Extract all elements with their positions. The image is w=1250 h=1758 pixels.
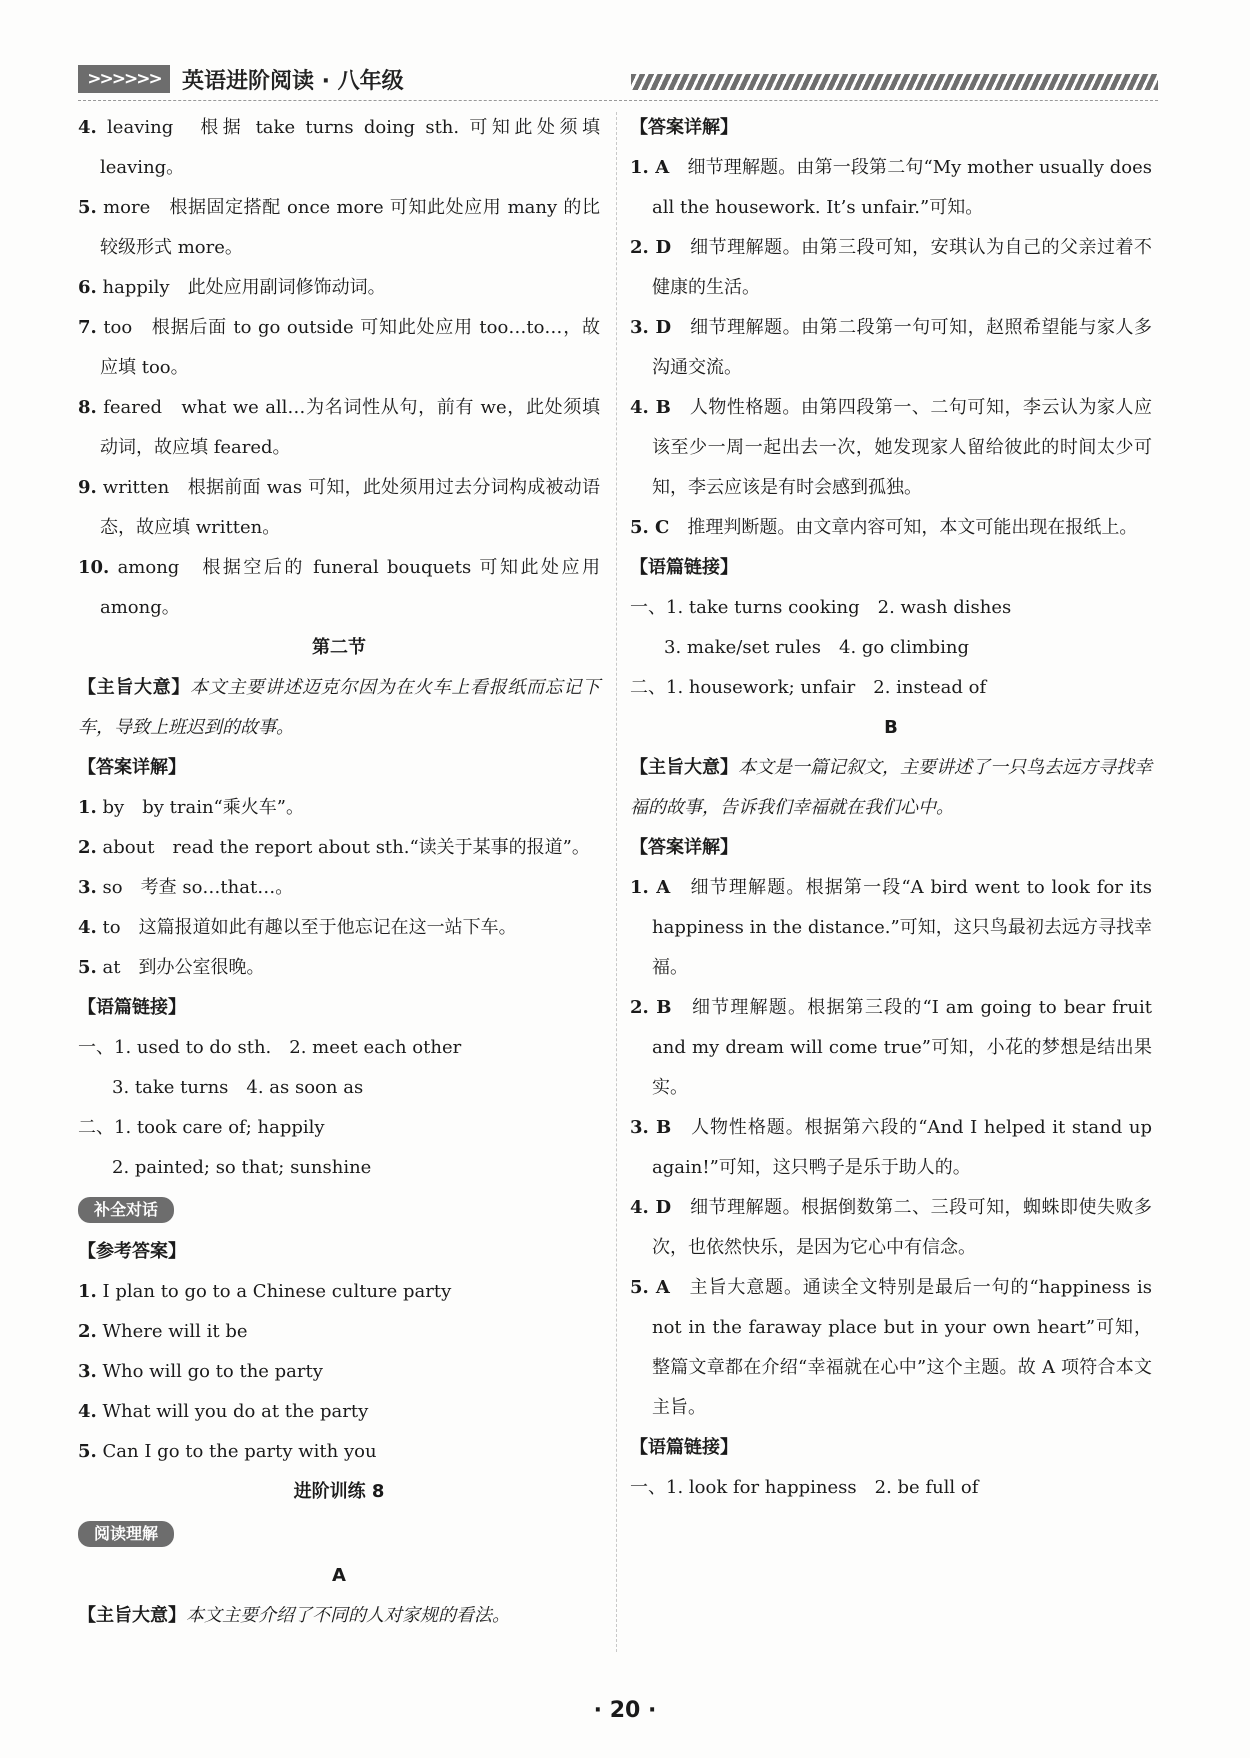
answers-label: 【答案详解】 <box>630 837 738 858</box>
chevron-arrows-icon: >>>>>> <box>78 65 170 93</box>
link-line: 3. make/set rules 4. go climbing <box>664 637 970 658</box>
reference-item: 2. Where will it be <box>78 1321 248 1342</box>
answer-item: 10. among 根据空后的 funeral bouquets 可知此处应用 among。 <box>78 557 600 618</box>
answer-item: 4. to 这篇报道如此有趣以至于他忘记在这一站下车。 <box>78 917 517 938</box>
gist-paragraph: 【主旨大意】本文是一篇记叙文，主要讲述了一只鸟去远方寻找幸福的故事，告诉我们幸福就在我们心中。 <box>630 757 1152 818</box>
link-line: 3. take turns 4. as soon as <box>112 1077 364 1098</box>
part-b-heading: B <box>884 717 898 738</box>
link-line: 一、1. look for happiness 2. be full of <box>630 1477 979 1498</box>
reading-badge: 阅读理解 <box>78 1521 174 1547</box>
answers-label: 【答案详解】 <box>630 117 738 138</box>
answer-item: 5. more 根据固定搭配 once more 可知此处应用 many 的比较级形式 more。 <box>78 197 600 258</box>
link-label: 【语篇链接】 <box>78 997 186 1018</box>
answer-item: 1. A 细节理解题。由第一段第二句“My mother usually does all the housework. It’s unfair.”可知。 <box>630 157 1153 218</box>
header-stripe <box>631 74 1158 90</box>
answer-item: 2. about read the report about sth.“读关于某事的报道”。 <box>78 837 590 858</box>
answer-item: 4. leaving 根据 take turns doing sth. 可知此处须填 leaving。 <box>78 117 600 178</box>
reference-item: 5. Can I go to the party with you <box>78 1441 377 1462</box>
link-label: 【语篇链接】 <box>630 1437 738 1458</box>
left-column <box>78 108 600 1636</box>
part-a-heading: A <box>332 1565 346 1586</box>
answer-item: 9. written 根据前面 was 可知，此处须用过去分词构成被动语态，故应填 written。 <box>78 477 600 538</box>
reference-item: 3. Who will go to the party <box>78 1361 323 1382</box>
right-column <box>630 108 1152 1508</box>
link-line: 2. painted; so that; sunshine <box>112 1157 372 1178</box>
column-divider <box>616 112 617 1652</box>
answer-item: 2. B 细节理解题。根据第三段的“I am going to bear fruit and my dream will come true”可知，小花的梦想是结出果实。 <box>630 997 1152 1098</box>
answers-label: 【答案详解】 <box>78 757 186 778</box>
book-title: 英语进阶阅读 · 八年级 <box>182 69 404 94</box>
page-header <box>78 62 1158 98</box>
answer-item: 8. feared what we all…为名词性从句，前有 we，此处须填动词，故应填 feared。 <box>78 397 600 458</box>
reference-item: 4. What will you do at the party <box>78 1401 369 1422</box>
answer-item: 3. B 人物性格题。根据第六段的“And I helped it stand up again!”可知，这只鸭子是乐于助人的。 <box>630 1117 1152 1178</box>
answer-item: 4. B 人物性格题。由第四段第一、二句可知，李云认为家人应该至少一周一起出去一次，她发现家人留给彼此的时间太少可知，李云应该是有时会感到孤独。 <box>630 397 1153 498</box>
answer-item: 7. too 根据后面 to go outside 可知此处应用 too…to…，故应填 too。 <box>78 317 600 378</box>
answer-item: 5. at 到办公室很晚。 <box>78 957 265 978</box>
answer-item: 1. A 细节理解题。根据第一段“A bird went to look for its happiness in the distance.”可知，这只鸟最初去远方寻找幸福。 <box>630 877 1153 978</box>
training-title: 进阶训练 8 <box>293 1481 385 1502</box>
answer-item: 2. D 细节理解题。由第三段可知，安琪认为自己的父亲过着不健康的生活。 <box>630 237 1153 298</box>
reference-label: 【参考答案】 <box>78 1241 186 1262</box>
answer-item: 6. happily 此处应用副词修饰动词。 <box>78 277 386 298</box>
link-line: 一、1. used to do sth. 2. meet each other <box>78 1037 462 1058</box>
reference-item: 1. I plan to go to a Chinese culture party <box>78 1281 452 1302</box>
dialog-badge: 补全对话 <box>78 1197 174 1223</box>
link-line: 二、1. took care of; happily <box>78 1117 325 1138</box>
header-rule <box>78 100 1158 101</box>
answer-item: 5. A 主旨大意题。通读全文特别是最后一句的“happiness is not in the faraway place but in your own heart”可知，整篇文章都在介绍“幸福就在心中”这个主题。故 A 项符合本文主旨。 <box>630 1277 1153 1418</box>
gist-paragraph: 【主旨大意】本文主要介绍了不同的人对家规的看法。 <box>78 1605 510 1626</box>
section-title: 第二节 <box>312 637 366 658</box>
answer-item: 3. so 考查 so…that…。 <box>78 877 294 898</box>
link-line: 二、1. housework; unfair 2. instead of <box>630 677 987 698</box>
answer-item: 4. D 细节理解题。根据倒数第二、三段可知，蜘蛛即使失败多次，也依然快乐，是因为它心中有信念。 <box>630 1197 1153 1258</box>
answer-item: 3. D 细节理解题。由第二段第一句可知，赵照希望能与家人多沟通交流。 <box>630 317 1153 378</box>
gist-paragraph: 【主旨大意】本文主要讲述迈克尔因为在火车上看报纸而忘记下车，导致上班迟到的故事。 <box>78 677 600 738</box>
link-label: 【语篇链接】 <box>630 557 738 578</box>
answer-item: 5. C 推理判断题。由文章内容可知，本文可能出现在报纸上。 <box>630 517 1138 538</box>
answer-item: 1. by by train“乘火车”。 <box>78 797 304 818</box>
page-number: · 20 · <box>593 1698 657 1723</box>
link-line: 一、1. take turns cooking 2. wash dishes <box>630 597 1012 618</box>
